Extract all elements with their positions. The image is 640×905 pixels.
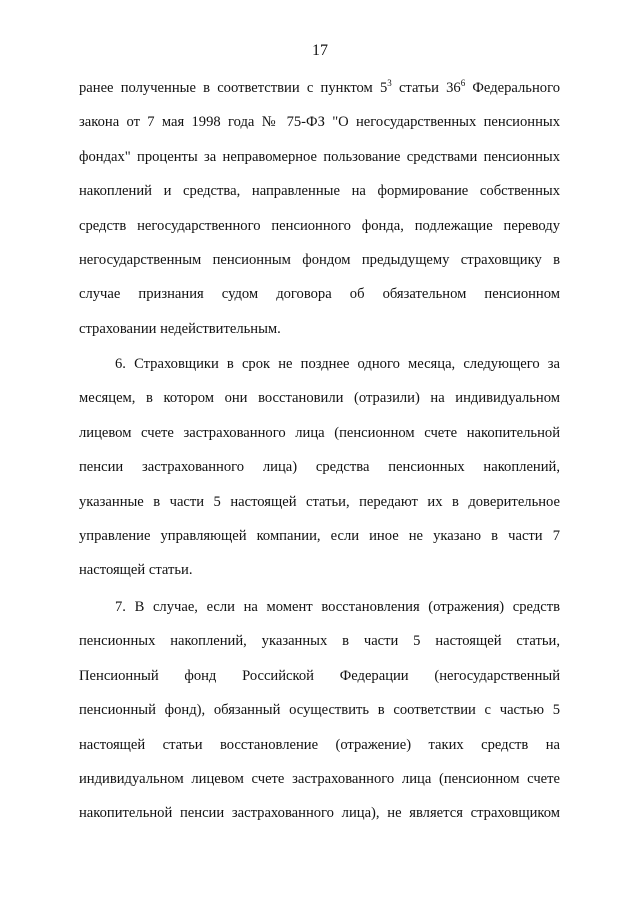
text-line: закона от 7 мая 1998 года № 75-ФЗ "О негосударственных пенсионных	[79, 114, 560, 131]
page-number: 17	[312, 42, 328, 59]
text-line: настоящей статьи.	[79, 562, 193, 579]
text-line: 6. Страховщики в срок не позднее одного месяца, следующего за	[115, 356, 560, 372]
text-line: средств негосударственного пенсионного фонда, подлежащие переводу	[79, 217, 560, 234]
paragraph-continuation	[79, 71, 560, 346]
text-line: пенсионных накоплений, указанных в части 5 настоящей статьи,	[79, 633, 560, 650]
text-line: накопительной пенсии застрахованного лица), не является страховщиком	[79, 805, 560, 822]
text-line: случае признания судом договора об обязательном пенсионном	[79, 286, 560, 303]
text-line: пенсии застрахованного лица) средства пенсионных накоплений,	[79, 459, 560, 476]
paragraph-7	[79, 590, 560, 831]
text-line: лицевом счете застрахованного лица (пенсионном счете накопительной	[79, 424, 560, 441]
text-line: настоящей статьи восстановление (отражение) таких средств на	[79, 736, 560, 753]
text-line: указанные в части 5 настоящей статьи, передают их в доверительное	[79, 493, 560, 510]
text-line: накоплений и средства, направленные на формирование собственных	[79, 183, 560, 200]
text-line: управление управляющей компании, если иное не указано в части 7	[79, 527, 560, 544]
paragraph-6	[79, 347, 560, 588]
text-line: месяцем, в котором они восстановили (отразили) на индивидуальном	[79, 390, 560, 407]
text-line: 7. В случае, если на момент восстановления (отражения) средств	[115, 599, 560, 615]
text-line: Пенсионный фонд Российской Федерации (негосударственный	[79, 667, 560, 684]
text-line: страховании недействительным.	[79, 320, 281, 337]
text-line: негосударственным пенсионным фондом предыдущему страховщику в	[79, 251, 560, 268]
text-line: ранее полученные в соответствии с пунктом $5^3$ статьи $36^6$ Федерального	[79, 78, 560, 96]
text-line: фондах" проценты за неправомерное пользование средствами пенсионных	[79, 148, 560, 165]
text-line: индивидуальном лицевом счете застрахованного лица (пенсионном счете	[79, 770, 560, 787]
text-line: пенсионный фонд), обязанный осуществить в соответствии с частью 5	[79, 702, 560, 719]
